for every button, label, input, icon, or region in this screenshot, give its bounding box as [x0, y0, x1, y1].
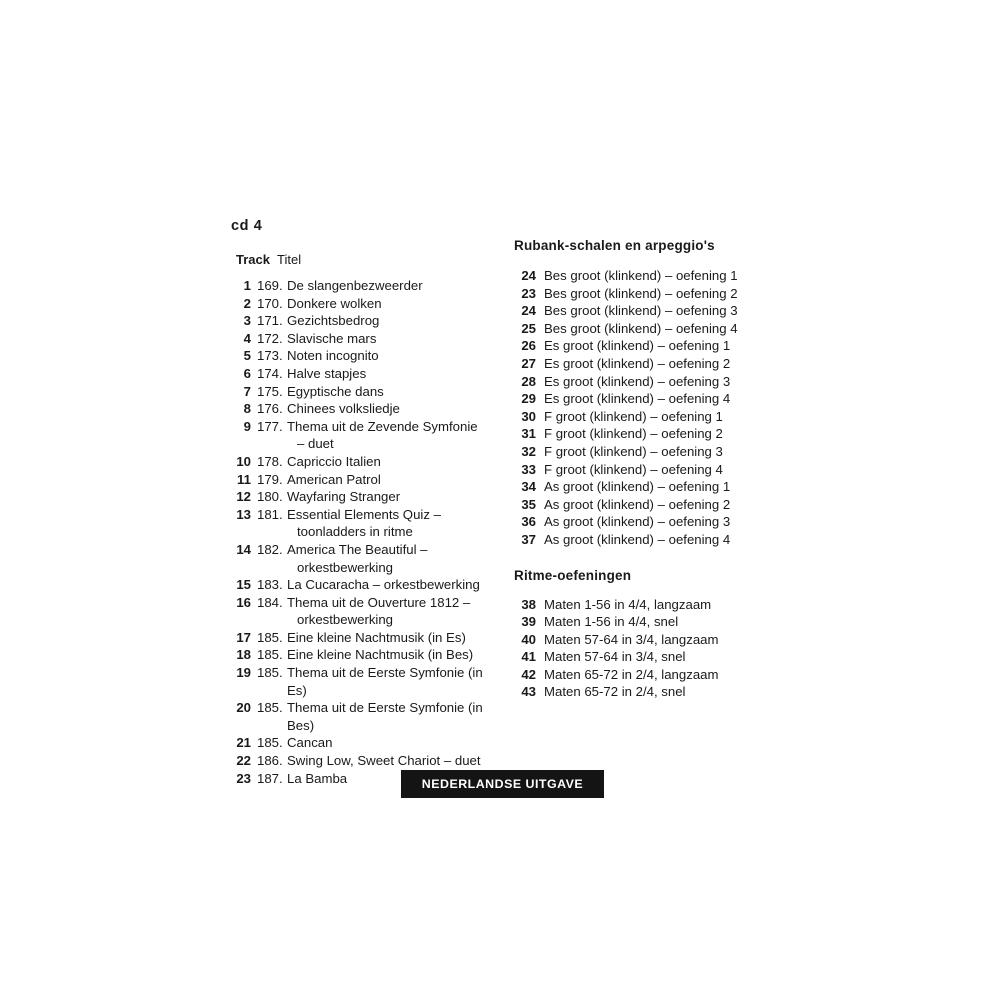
scale-rows [514, 267, 774, 549]
track-index-number: 183. [257, 577, 283, 593]
exercise-label: Es groot (klinkend) – oefening 4 [544, 391, 731, 407]
track-title [287, 312, 496, 330]
track-list-column [231, 252, 496, 787]
scales-heading: Rubank-schalen en arpeggio's [514, 238, 715, 253]
track-title [287, 453, 496, 471]
track-index-number: 182. [257, 541, 283, 557]
scale-row [514, 320, 774, 338]
track-number: 7 [243, 383, 251, 399]
scale-row [514, 285, 774, 303]
track-number: 18 [236, 647, 251, 663]
track-title [287, 506, 496, 541]
track-title-text: Thema uit de Eerste Symfonie (in Es) [287, 665, 483, 698]
track-number: 16 [236, 594, 251, 610]
track-number: 19 [236, 665, 251, 681]
track-index-number: 173. [257, 348, 283, 364]
exercise-number: 26 [521, 338, 536, 354]
exercise-label: Maten 65-72 in 2/4, snel [544, 684, 686, 700]
track-title-text: Thema uit de Ouverture 1812 – [287, 594, 471, 610]
exercise-label: Maten 1-56 in 4/4, langzaam [544, 596, 712, 612]
track-number: 11 [237, 471, 251, 487]
track-title-continuation: – duet [297, 436, 334, 452]
track-index-number: 180. [257, 489, 283, 505]
track-title [287, 330, 496, 348]
rhythm-row [514, 666, 774, 684]
track-row [231, 330, 496, 348]
exercise-label: Maten 57-64 in 3/4, langzaam [544, 631, 719, 647]
rhythm-heading: Ritme-oefeningen [514, 567, 632, 583]
exercise-label: F groot (klinkend) – oefening 1 [544, 408, 723, 424]
track-row [231, 541, 496, 576]
track-row [231, 347, 496, 365]
track-title-text: Thema uit de Eerste Symfonie (in Bes) [287, 700, 483, 733]
track-title [287, 418, 496, 453]
track-index-number: 185. [257, 629, 283, 645]
track-row [231, 453, 496, 471]
exercises-column [514, 238, 774, 701]
scale-row [514, 513, 774, 531]
exercise-number: 24 [521, 303, 536, 319]
scale-row [514, 267, 774, 285]
track-row [231, 752, 496, 770]
exercise-number: 35 [521, 496, 536, 512]
track-row [231, 365, 496, 383]
track-row [231, 295, 496, 313]
exercise-number: 43 [521, 684, 536, 700]
scale-row [514, 443, 774, 461]
track-number: 20 [236, 700, 251, 716]
track-title [287, 295, 496, 313]
exercise-number: 23 [521, 285, 536, 301]
track-index-number: 171. [257, 313, 283, 329]
track-title [287, 699, 496, 734]
track-rows [231, 277, 496, 787]
track-index-number: 186. [257, 753, 283, 769]
track-title [287, 594, 496, 629]
track-index-number: 187. [257, 770, 283, 786]
track-title-text: America The Beautiful – [287, 541, 428, 557]
track-title-text: Noten incognito [287, 348, 379, 364]
track-list-header [231, 252, 496, 267]
track-index-number: 185. [257, 665, 283, 681]
exercise-number: 30 [521, 408, 536, 424]
track-title-continuation: orkestbewerking [297, 559, 394, 575]
track-index-number: 172. [257, 330, 283, 346]
rhythm-row [514, 613, 774, 631]
track-index-number: 175. [257, 383, 283, 399]
edition-banner: NEDERLANDSE UITGAVE [401, 770, 604, 798]
track-title [287, 576, 496, 594]
exercise-label: As groot (klinkend) – oefening 1 [544, 479, 731, 495]
exercise-label: Bes groot (klinkend) – oefening 3 [544, 303, 738, 319]
track-column-header: Track [236, 252, 270, 267]
track-row [231, 506, 496, 541]
exercise-label: Bes groot (klinkend) – oefening 2 [544, 285, 738, 301]
track-number: 3 [243, 313, 251, 329]
exercise-number: 38 [521, 596, 536, 612]
track-row [231, 383, 496, 401]
exercise-label: F groot (klinkend) – oefening 4 [544, 461, 723, 477]
exercise-number: 32 [521, 443, 536, 459]
track-title [287, 752, 496, 770]
exercise-label: As groot (klinkend) – oefening 4 [544, 531, 731, 547]
scale-row [514, 390, 774, 408]
track-title-text: Donkere wolken [287, 295, 382, 311]
track-title [287, 400, 496, 418]
track-index-number: 170. [257, 295, 283, 311]
track-title-text: De slangenbezweerder [287, 278, 423, 293]
track-number: 12 [236, 489, 251, 505]
track-title-text: Slavische mars [287, 330, 377, 346]
rhythm-rows [514, 596, 774, 702]
track-row [231, 471, 496, 489]
track-title [287, 383, 496, 401]
exercise-number: 27 [521, 355, 536, 371]
title-column-header: Titel [277, 252, 302, 267]
track-index-number: 185. [257, 647, 283, 663]
scale-row [514, 408, 774, 426]
scale-row [514, 461, 774, 479]
track-title-text: Swing Low, Sweet Chariot – duet [287, 753, 481, 769]
track-title-text: Capriccio Italien [287, 453, 381, 469]
exercise-number: 37 [521, 531, 536, 547]
track-number: 9 [243, 418, 251, 434]
track-number: 6 [243, 365, 251, 381]
track-number: 22 [236, 753, 251, 769]
track-title-text: Halve stapjes [287, 365, 367, 381]
track-title-text: Eine kleine Nachtmusik (in Bes) [287, 647, 474, 663]
track-title [287, 488, 496, 506]
exercise-number: 41 [521, 649, 536, 665]
track-number: 10 [236, 453, 251, 469]
track-title-text: La Cucaracha – orkestbewerking [287, 577, 480, 593]
exercise-number: 33 [521, 461, 536, 477]
exercise-number: 34 [521, 479, 536, 495]
track-title [287, 734, 496, 752]
track-number: 23 [236, 770, 251, 786]
track-index-number: 179. [257, 471, 283, 487]
track-index-number: 184. [257, 594, 283, 610]
track-row [231, 418, 496, 453]
track-title-text: Egyptische dans [287, 383, 384, 399]
exercise-number: 29 [521, 391, 536, 407]
exercise-label: Es groot (klinkend) – oefening 2 [544, 355, 731, 371]
track-title-text: Essential Elements Quiz – [287, 506, 441, 522]
exercise-label: F groot (klinkend) – oefening 2 [544, 426, 723, 442]
exercise-number: 40 [521, 631, 536, 647]
scale-row [514, 496, 774, 514]
track-row [231, 664, 496, 699]
track-number: 17 [236, 629, 251, 645]
exercise-label: F groot (klinkend) – oefening 3 [544, 443, 723, 459]
track-number: 15 [236, 577, 251, 593]
exercise-number: 24 [521, 268, 536, 283]
track-row [231, 594, 496, 629]
scale-row [514, 373, 774, 391]
track-number: 2 [243, 295, 251, 311]
exercise-label: As groot (klinkend) – oefening 2 [544, 496, 731, 512]
track-title [287, 646, 496, 664]
track-number: 21 [236, 735, 251, 751]
track-row [231, 734, 496, 752]
track-index-number: 178. [257, 453, 283, 469]
scale-row [514, 337, 774, 355]
exercise-label: Es groot (klinkend) – oefening 3 [544, 373, 731, 389]
track-index-number: 169. [257, 278, 283, 293]
track-title [287, 277, 496, 295]
scale-row [514, 355, 774, 373]
exercise-label: Maten 1-56 in 4/4, snel [544, 614, 679, 630]
exercise-label: Bes groot (klinkend) – oefening 1 [544, 268, 738, 283]
track-index-number: 176. [257, 401, 283, 417]
track-title [287, 629, 496, 647]
track-row [231, 699, 496, 734]
track-title-text: Gezichtsbedrog [287, 313, 380, 329]
track-title-text: Cancan [287, 735, 333, 751]
track-title [287, 664, 496, 699]
exercise-label: Es groot (klinkend) – oefening 1 [544, 338, 731, 354]
track-index-number: 181. [257, 506, 283, 522]
track-row [231, 646, 496, 664]
scale-row [514, 302, 774, 320]
track-number: 8 [243, 401, 251, 417]
track-number: 1 [243, 278, 251, 293]
track-title [287, 471, 496, 489]
exercise-label: Maten 57-64 in 3/4, snel [544, 649, 686, 665]
rhythm-row [514, 631, 774, 649]
exercise-number: 42 [521, 666, 536, 682]
exercise-number: 31 [521, 426, 536, 442]
track-row [231, 312, 496, 330]
track-number: 13 [236, 506, 251, 522]
track-title-continuation: toonladders in ritme [297, 524, 413, 540]
track-row [231, 277, 496, 295]
exercise-label: Bes groot (klinkend) – oefening 4 [544, 320, 738, 336]
track-title [287, 347, 496, 365]
track-title-text: Thema uit de Zevende Symfonie [287, 418, 478, 434]
cd-heading: cd 4 [231, 218, 263, 234]
track-index-number: 185. [257, 735, 283, 751]
track-title-text: Chinees volksliedje [287, 401, 400, 417]
track-title [287, 365, 496, 383]
track-index-number: 177. [257, 418, 283, 434]
track-index-number: 185. [257, 700, 283, 716]
track-row [231, 400, 496, 418]
track-title-continuation: orkestbewerking [297, 612, 394, 628]
exercise-number: 28 [521, 373, 536, 389]
rhythm-row [514, 596, 774, 614]
rhythm-row [514, 683, 774, 701]
track-title-text: Eine kleine Nachtmusik (in Es) [287, 629, 466, 645]
exercise-number: 39 [521, 614, 536, 630]
track-number: 5 [243, 348, 251, 364]
track-number: 14 [236, 541, 251, 557]
exercise-label: As groot (klinkend) – oefening 3 [544, 514, 731, 530]
exercise-number: 25 [521, 320, 536, 336]
track-title-text: Wayfaring Stranger [287, 489, 401, 505]
scale-row [514, 425, 774, 443]
track-number: 4 [243, 330, 251, 346]
track-row [231, 576, 496, 594]
track-title-text: La Bamba [287, 770, 348, 786]
scale-row [514, 531, 774, 549]
track-row [231, 488, 496, 506]
track-index-number: 174. [257, 365, 283, 381]
track-row [231, 629, 496, 647]
exercise-number: 36 [521, 514, 536, 530]
track-title-text: American Patrol [287, 471, 381, 487]
rhythm-row [514, 648, 774, 666]
scale-row [514, 478, 774, 496]
track-title [287, 541, 496, 576]
exercise-label: Maten 65-72 in 2/4, langzaam [544, 666, 719, 682]
